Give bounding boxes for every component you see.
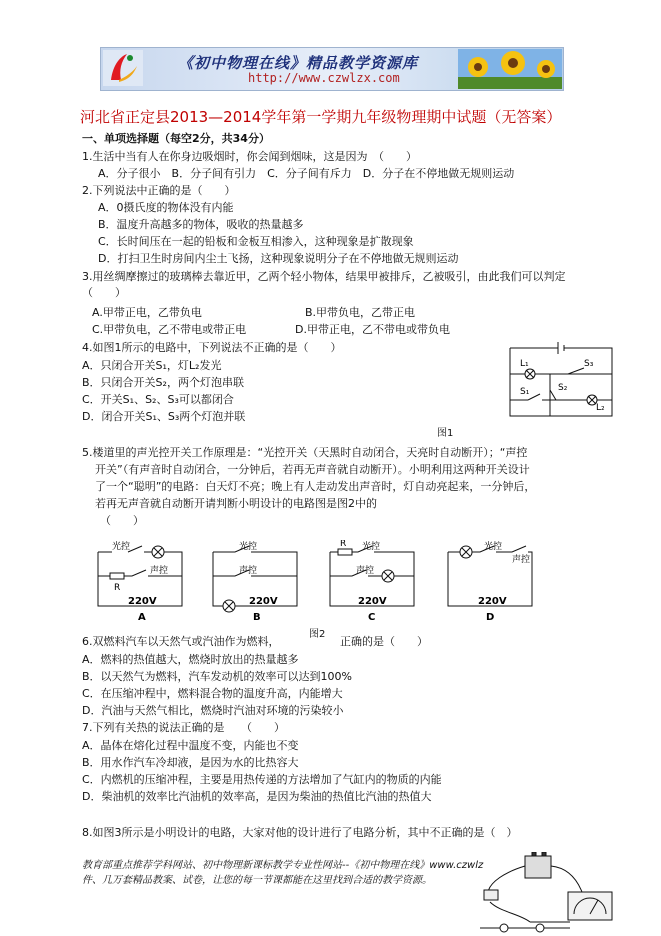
circuit-c-r: R (340, 540, 347, 549)
q2-option-b: B．温度升高越多的物体，吸收的热量越多 (98, 218, 304, 231)
circuit-b-voltage: 220V (249, 596, 278, 607)
circuit-a-voltage: 220V (128, 596, 157, 607)
circuit-a (90, 540, 190, 626)
circuit-b-sound: 声控 (239, 566, 258, 576)
circuit-c (322, 540, 422, 626)
circuit-b-letter: B (253, 612, 261, 623)
circuit-c-voltage: 220V (358, 596, 387, 607)
figure-2-label: 图2 (309, 629, 326, 640)
label-l1: L₁ (520, 359, 529, 369)
circuit-c-light: 光控 (362, 542, 381, 552)
q4-option-a: A．只闭合开关S₁，灯L₂发光 (82, 359, 222, 372)
q5-line-4: 若再无声音就自动断开请判断小明设计的电路图是图2中的 (95, 497, 377, 510)
q1-options: A．分子很小 B．分子间有引力 C．分子间有斥力 D．分子在不停地做无规则运动 (98, 167, 515, 180)
q4-stem: 4.如图1所示的电路中，下列说法不正确的是（ ） (82, 341, 342, 354)
q7-option-c: C．内燃机的压缩冲程，主要是用热传递的方法增加了气缸内的物质的内能 (82, 773, 442, 786)
footer-line-1: 教育部重点推荐学科网站、初中物理新课标教学专业性网站--《初中物理在线》www.czwlz (82, 860, 484, 871)
site-logo-icon (103, 50, 143, 86)
q3-option-c: C.甲带负电，乙不带电或带正电 (92, 323, 247, 336)
q5-line-2: 开关”（有声音时自动闭合，一分钟后，若再无声音就自动断开）。小明利用这两种开关设计 (95, 463, 530, 476)
label-s3: S₃ (584, 359, 594, 369)
q6-option-d: D．汽油与天然气相比，燃烧时汽油对环境的污染较小 (82, 704, 344, 717)
q8-stem: 8.如图3所示是小明设计的电路，大家对他的设计进行了电路分析，其中不正确的是（ ） (82, 826, 518, 839)
circuit-d-voltage: 220V (478, 596, 507, 607)
q6-stem: 6.双燃料汽车以天然气或汽油作为燃料， (82, 635, 280, 648)
q1-stem: 1.生活中当有人在你身边吸烟时，你会闻到烟味，这是因为 （ ） (82, 150, 417, 163)
figure-1-circuit (500, 338, 618, 420)
q7-stem: 7.下列有关热的说法正确的是 （ ） (82, 721, 285, 734)
q2-stem: 2.下列说法中正确的是（ ） (82, 184, 236, 197)
q3-stem: 3.用丝绸摩擦过的玻璃棒去靠近甲，乙两个轻小物体，结果甲被排斥，乙被吸引，由此我们可以判定 (82, 270, 566, 283)
q2-option-a: A．0摄氏度的物体没有内能 (98, 201, 234, 214)
circuit-a-light: 光控 (112, 542, 131, 552)
figure-3-apparatus (470, 852, 620, 936)
document-title: 河北省正定县2013—2014学年第一学期九年级物理期中试题（无答案） (80, 108, 562, 126)
q3-option-a: A.甲带正电，乙带负电 (92, 306, 202, 319)
sunflower-image-icon (458, 49, 562, 89)
circuit-c-letter: C (368, 612, 376, 623)
figure-1-label: 图1 (437, 428, 454, 439)
circuit-a-r: R (114, 583, 121, 593)
q6-option-b: B．以天然气为燃料，汽车发动机的效率可以达到100% (82, 670, 352, 683)
q7-option-d: D．柴油机的效率比汽油机的效率高，是因为柴油的热值比汽油的热值大 (82, 790, 432, 803)
q5-line-1: 5.楼道里的声光控开关工作原理是：“光控开关（天黑时自动闭合，天亮时自动断开）；“声控 (82, 446, 528, 459)
section-heading: 一、单项选择题（每空2分，共34分） (82, 132, 270, 145)
circuit-d-light: 光控 (484, 542, 503, 552)
q5-bracket: （ ） (100, 514, 144, 527)
q2-option-c: C．长时间压在一起的铅板和金板互相渗入，这种现象是扩散现象 (98, 235, 414, 248)
circuit-a-sound: 声控 (150, 566, 169, 576)
q4-option-c: C．开关S₁、S₂、S₃可以都闭合 (82, 393, 234, 406)
q3-option-b: B.甲带负电，乙带正电 (305, 306, 416, 319)
label-s2: S₂ (558, 383, 568, 393)
q7-option-b: B．用水作汽车冷却液，是因为水的比热容大 (82, 756, 299, 769)
label-s1: S₁ (520, 387, 530, 397)
circuit-a-letter: A (138, 612, 146, 623)
q3-option-d: D.甲带正电，乙不带电或带负电 (295, 323, 450, 336)
circuit-c-sound: 声控 (356, 566, 375, 576)
q6-stem-end: 正确的是（ ） (340, 635, 428, 648)
q7-option-a: A．晶体在熔化过程中温度不变，内能也不变 (82, 739, 299, 752)
circuit-b (205, 540, 305, 626)
q6-option-c: C．在压缩冲程中，燃料混合物的温度升高，内能增大 (82, 687, 343, 700)
circuit-d-sound: 声控 (512, 555, 531, 565)
banner-title: 《初中物理在线》精品教学资源库 (178, 54, 419, 72)
footer-line-2: 件、几万套精品教案、试卷，让您的每一节课都能在这里找到合适的教学资源。 (82, 875, 432, 886)
q4-option-b: B．只闭合开关S₂，两个灯泡串联 (82, 376, 244, 389)
q3-stem-bracket: （ ） (82, 286, 126, 299)
q4-option-d: D．闭合开关S₁、S₃两个灯泡并联 (82, 410, 246, 423)
q6-option-a: A．燃料的热值越大，燃烧时放出的热量越多 (82, 653, 299, 666)
circuit-d-letter: D (486, 612, 495, 623)
circuit-b-light: 光控 (239, 542, 258, 552)
q2-option-d: D．打扫卫生时房间内尘土飞扬，这种现象说明分子在不停地做无规则运动 (98, 252, 459, 265)
q5-line-3: 了一个“聪明”的电路：白天灯不亮；晚上有人走动发出声音时，灯自动亮起来，一分钟后， (95, 480, 536, 493)
circuit-d (440, 540, 540, 626)
label-l2: L₂ (596, 403, 605, 413)
banner-url[interactable]: http://www.czwlzx.com (248, 71, 400, 85)
